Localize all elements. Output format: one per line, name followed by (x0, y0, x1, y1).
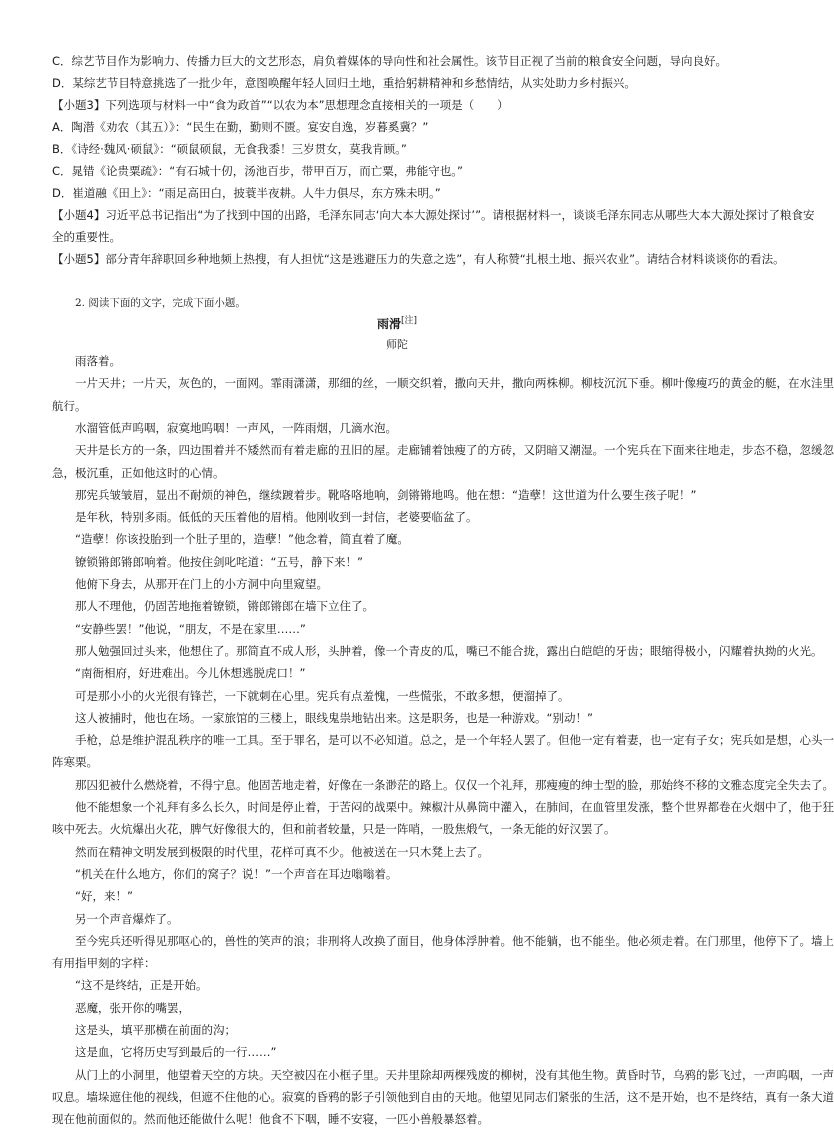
story-line: “南衙相府，好进难出。今儿休想逃脱虎口！” (75, 666, 306, 681)
story-line: 镣锁锵郎锵郎响着。他按住剑叱咤道：“五号，静下来！” (75, 554, 363, 569)
story-line: “这不是终结，正是开始。 (75, 978, 208, 993)
option-c-top: C．综艺节目作为影响力、传播力巨大的文艺形态，肩负着媒体的导向性和社会属性。该节目正视了当前的粮食安全问题，导向良好。 (52, 54, 728, 68)
story-line: 他俯下身去，从那开在门上的小方洞中向里窥望。 (75, 577, 328, 591)
story-line: 恶魔，张开你的嘴罢， (75, 1000, 190, 1015)
question-4-line-1: 【小题4】习近平总书记指出“为了找到中国的出路，毛泽东同志‘向大本大源处探讨’”。请根据材料一，谈谈毛泽东同志从哪些大本大源处探讨了粮食安 (52, 208, 815, 222)
story-line: 现在他前面似的。然而他还能做什么呢！他食不下咽，睡不安寝，一匹小兽般暴怒着。 (52, 1112, 489, 1127)
story-line: 这是血，它将历史写到最后的一行……” (75, 1045, 277, 1060)
section-2-heading: 2. 阅读下面的文字，完成下面小题。 (75, 297, 246, 309)
question-4-line-2: 全的重要性。 (52, 230, 121, 244)
story-line: 从门上的小洞里，他望着天空的方块。天空被囚在小框子里。天井里除却两棵残废的柳树，没有其他生物。黄昏时节，乌鸦的影飞过，一声呜咽，一声 (75, 1067, 834, 1082)
question-3-option-c: C．晁错《论贵粟疏》：“有石城十仞，汤池百步，带甲百万，而亡粟，弗能守也。” (52, 164, 463, 178)
story-line: 手枪，总是维护混乱秩序的唯一工具。至于罪名，是可以不必知道。总之，是一个年轻人罢了。但他一定有着妻，也一定有子女；宪兵如是想，心头一 (75, 733, 834, 748)
story-line: 至今宪兵还听得见那呕心的，兽性的笑声的浪；非刑将人改换了面目，他身体浮肿着。他不能躺，也不能坐。他必须走着。在门那里，他停下了。墙上 (75, 933, 834, 948)
story-line: “好，来！” (75, 889, 133, 904)
question-3-stem: 【小题3】下列选项与材料一中“食为政首”“以农为本”思想理念直接相关的一项是（ ） (52, 98, 509, 112)
story-line: 雨落着。 (75, 354, 121, 368)
story-line: 那人不理他，仍固苦地拖着镣锁，锵郎锵郎在墙下立住了。 (75, 599, 374, 614)
story-line: 咳中死去。火炕爆出火花，脾气好像很大的，但和前者较量，只是一阵哨，一股焦煅气，一条无能的好汉罢了。 (52, 822, 616, 837)
story-line: 这人被捕时，他也在场。一家旅馆的三楼上，眼线鬼祟地钻出来。这是职务，也是一种游戏。“别动！” (75, 710, 593, 725)
question-3-option-d: D．崔道融《田上》：“雨足高田白，披蓑半夜耕。人牛力俱尽，东方殊未明。” (52, 186, 441, 200)
story-line: 那囚犯被什么燃烧着，不得宁息。他固苦地走着，好像在一条渺茫的路上。仅仅一个礼拜，那瘦瘦的绅士型的脸，那始终不移的文雅态度完全失去了。 (75, 777, 834, 792)
story-line: 天井是长方的一条，四边围着并不矮然而有着走廊的丑旧的屋。走廊铺着蚀瘦了的方砖，又阴暗又潮湿。一个宪兵在下面来往地走，步态不稳，忽缓忽 (75, 443, 834, 458)
question-5: 【小题5】部分青年辞职回乡种地频上热搜，有人担忧“这是逃避压力的失意之选”，有人称赞“扎根土地、振兴农业”。请结合材料谈谈你的看法。 (52, 252, 785, 266)
story-line: 有用指甲刻的字样： (52, 956, 156, 971)
story-line: 叹息。墙垛遮住他的视线，但遮不住他的心。寂寞的昏鸦的影子引领他到自由的天地。他望见同志们紧张的生活，这不是开始，也不是终结，真有一条大道 (52, 1089, 834, 1104)
story-line: 一片天井；一片天，灰色的，一面网。霏雨潇潇，那细的丝，一顺交织着，撒向天井，撒向两株柳。柳枝沉沉下垂。柳叶像瘦巧的黄金的艇，在水洼里 (75, 376, 834, 391)
story-line: 他不能想象一个礼拜有多么长久，时间是停止着，于苦闷的战栗中。辣椒汁从鼻筒中灌入，在肺间，在血管里发涨，整个世界都卷在火烟中了，他于狂 (75, 800, 834, 814)
title-footnote-marker: [注] (400, 316, 418, 326)
story-line: 可是那小小的火光很有锋芒，一下就刺在心里。宪兵有点羞愧，一些慌张，不敢多想，便溜掉了。 (75, 688, 570, 703)
story-line: 这是头，填平那横在前面的沟； (75, 1023, 236, 1037)
story-line: 阵寒栗。 (52, 755, 98, 770)
question-3-option-b: B．《诗经·魏风·硕鼠》：“硕鼠硕鼠，无食我黍！三岁贯女，莫我肯顾。” (52, 142, 407, 156)
option-d-top: D．某综艺节目特意挑选了一批少年，意图唤醒年轻人回归土地，重拾躬耕精神和乡愁情结，从实处助力乡村振兴。 (52, 76, 636, 90)
story-line: 是年秋，特别多雨。低低的天压着他的眉梢。他刚收到一封信，老婆要临盆了。 (75, 510, 478, 525)
story-line: 那宪兵皱皱眉，显出不耐烦的神色，继续踱着步。靴咯咯地响，剑锵锵地鸣。他在想：“造孽！这世道为什么要生孩子呢！” (75, 487, 697, 502)
story-line: 急，极沉重，正如他这时的心情。 (52, 465, 225, 480)
question-3-option-a: A．陶潜《劝农（其五）》：“民生在勤，勤则不匮。宴安自逸，岁暮奚冀？” (52, 120, 429, 134)
story-line: 另一个声音爆炸了。 (75, 911, 179, 926)
story-line: 水溜管低声呜咽，寂寞地呜咽！一声风，一阵雨烟，几滴水泡。 (75, 420, 397, 435)
story-line: 那人勉强回过头来，他想住了。那简直不成人形，头肿着，像一个青皮的瓜，嘴已不能合拢，露出白皑皑的牙齿；眼缩得极小，闪耀着执拗的火光。 (75, 643, 823, 658)
story-line: “安静些罢！”他说，“朋友，不是在家里……” (75, 621, 306, 636)
story-line: “造孽！你该投胎到一个肚子里的，造孽！”他念着，简直着了魔。 (75, 532, 409, 547)
story-line: 然而在精神文明发展到极限的时代里，花样可真不少。他被送在一只木凳上去了。 (75, 844, 489, 859)
story-line: 航行。 (52, 398, 87, 413)
story-author: 师陀 (386, 338, 408, 351)
story-line: “机关在什么地方，你们的窝子？说！”一个声音在耳边嗡嗡着。 (75, 866, 398, 881)
story-title: 雨滑[注] (376, 316, 418, 331)
